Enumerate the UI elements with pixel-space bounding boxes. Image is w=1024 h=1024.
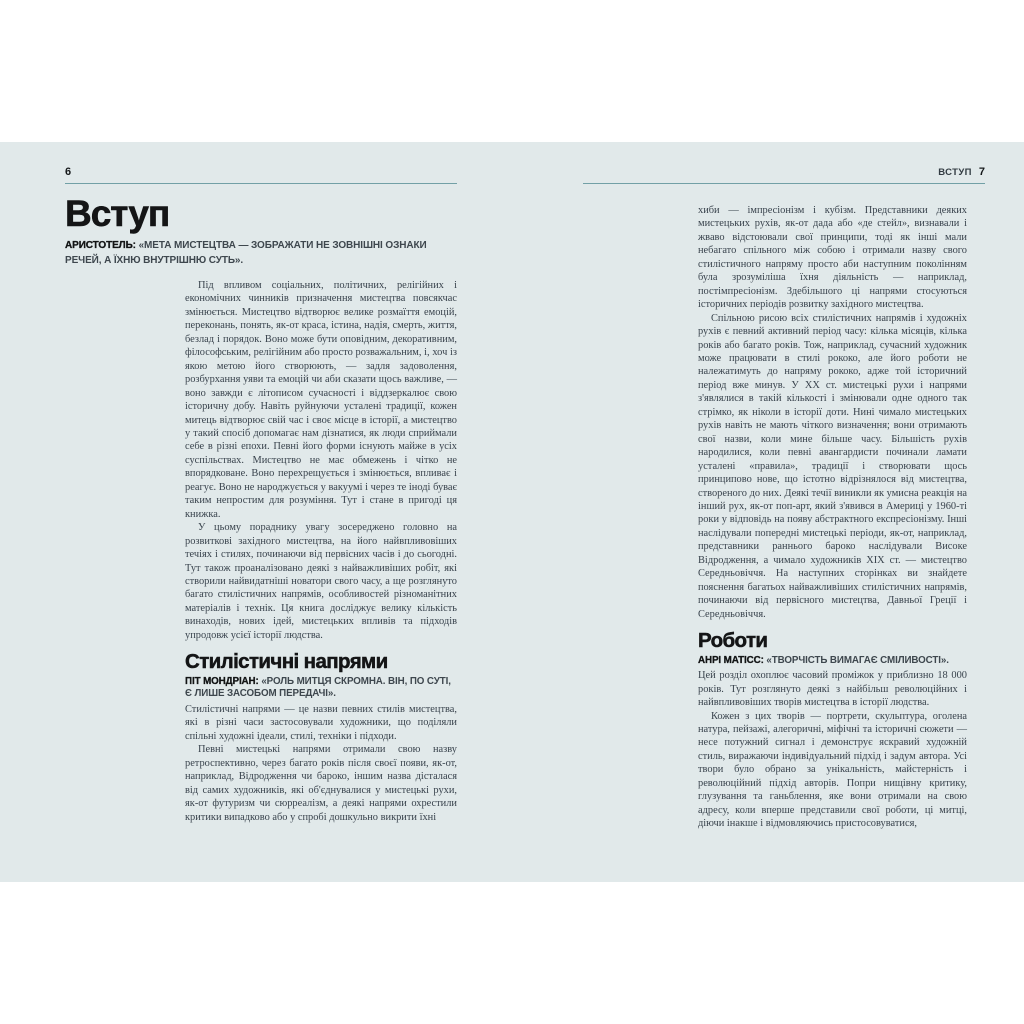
left-header-rule (65, 183, 457, 184)
page-left (65, 166, 457, 824)
paragraph: хиби — імпресіонізм і кубізм. Представники деяких мистецьких рухів, як-от дада або «де стейл», визнавали і жваво відстоювали свої принципи, тоді як інші мали небагато спільного між собою і отримали назву свого стилістичного напряму просто аби наступним поколінням була зрозуміліша їхня діяльність — наприклад, постімпресіонізм. Здебільшого ці напрями стосуються історичних періодів розвитку західного мистецтва. (698, 205, 967, 311)
section-heading-works: Роботи (698, 629, 768, 653)
spread-background (0, 142, 1024, 882)
paragraph: У цьому пораднику увагу зосереджено головно на розвиткові західного мистецтва, на його найвпливовіших течіях і стилях, починаючи від первісних часів і до сьогодні. Тут також проаналізовано деякі з найважливіших робіт, які створили найвидатніші новатори свого часу, а ще розглянуто багато стилістичних напрямів, особливостей різноманітних матеріалів і технік. Ця книга досліджує велику кількість винаходів, нових ідей, мистецьких впливів та підходів упродовж усієї історії людства. (185, 522, 457, 641)
section-epigraph (185, 676, 457, 701)
left-body-column (185, 279, 457, 824)
page-right (583, 166, 985, 831)
running-head: ВСТУП (938, 167, 972, 178)
right-page-header (583, 166, 985, 178)
epigraph-author: ПІТ МОНДРІАН: (185, 675, 259, 687)
section-heading-styles: Стилістичні напрями (185, 650, 388, 674)
paragraph: Спільною рисою всіх стилістичних напрямів і художніх рухів є певний активний період часу: кілька місяців, кілька років або багато років. Тож, наприклад, сучасний художник може працювати в стилі рококо, але його роботи не належатимуть до напряму рококо, адже той історичний період вже минув. У XX ст. мистецькі рухи і напрями з'являлися в такій кількості і змінювали одне одного так стрімко, як ніколи в історії доти. Нині чимало мистецьких рухів навіть не мають чіткого визначення; вони отримають свої назви, коли мине більше часу. Більшість рухів народилися, коли певні авангардисти починали ламати усталені «правила», традиції і створювати щось принципово нове, що істотно відрізнялося від мистецтва, створеного до них. Деякі течії виникли як умисна реакція на інший рух, як-от поп-арт, який з'явився в Америці у 1960-ті роки у відповідь на появу абстрактного експресіонізму. Інші наслідували попередні мистецькі періоди, як-от, наприклад, представники раннього бароко наслідували Високе Відродження, а чимало художників XIX ст. — мистецтво Середньовіччя. На наступних сторінках ви знайдете пояснення багатьох найважливіших стилістичних напрямів, починаючи від первісного мистецтва, Давньої Греції і Середньовіччя. (698, 312, 967, 620)
epigraph-quote: «РОЛЬ МИТЦЯ СКРОМНА. ВІН, ПО СУТІ, Є ЛИШЕ ЗАСОБОМ ПЕРЕДАЧІ». (185, 675, 451, 700)
chapter-title: Вступ (65, 193, 170, 234)
paragraph: Стилістичні напрями — це назви певних стилів мистецтва, які в різні часи застосовували художники, що поділяли спільні художні ідеали, стилі, техніки і підходи. (185, 703, 457, 742)
epigraph-author: АРИСТОТЕЛЬ: (65, 240, 136, 251)
left-page-number: 6 (65, 166, 72, 178)
chapter-epigraph (65, 239, 457, 268)
epigraph-author: АНРІ МАТІСС: (698, 654, 764, 666)
left-page-header (65, 166, 457, 178)
section-epigraph (698, 655, 967, 668)
right-body-column (698, 204, 967, 831)
paragraph: Кожен з цих творів — портрети, скульптура, оголена натура, пейзажі, алегоричні, міфічні та історичні сюжети — несе потужний сигнал і демонструє яскравий художній стиль, виражаючи індивідуальний підхід і задум автора. Усі твори було обрано за унікальність, майстерність і революційний підхід авторів. Попри нищівну критику, глузування та ганьблення, яке вони отримали на свою адресу, коли вперше представили свої роботи, ці митці, діючи інакше і відмовляючись пристосовуватися, (698, 710, 967, 830)
right-header-rule (583, 183, 985, 184)
paragraph: Певні мистецькі напрями отримали свою назву ретроспективно, через багато років після своєї появи, як-от, наприклад, Відродження чи бароко, іншим назва дісталася від самих художників, які об'єднувалися у мистецькі рухи, як-от футуризм чи сюрреалізм, а деякі напрями охрестили критики випадково або у спробі дошкульно викрити їхні (185, 744, 457, 823)
right-page-number: 7 (978, 166, 985, 178)
paragraph: Цей розділ охоплює часовий проміжок у приблизно 18 000 років. Тут розглянуто деякі з найбільш революційних і найвпливовіших творів мистецтва в історії людства. (698, 670, 967, 709)
epigraph-quote: «МЕТА МИСТЕЦТВА — ЗОБРАЖАТИ НЕ ЗОВНІШНІ ОЗНАКИ РЕЧЕЙ, А ЇХНЮ ВНУТРІШНЮ СУТЬ». (65, 240, 427, 266)
epigraph-quote: «ТВОРЧІСТЬ ВИМАГАЄ СМІЛИВОСТІ». (766, 654, 949, 666)
paragraph: Під впливом соціальних, політичних, релігійних і економічних чинників призначення мистецтва повсякчас змінюється. Мистецтво відтворює велике розмаїття емоцій, переконань, понять, як-от краса, істина, надія, смерть, життя, безлад і порядок. Воно може бути оповідним, декоративним, філософським, релігійним або просто розважальним, і, хоч із якою метою його створюють, — задля задоволення, розбурхання уяви та емоцій чи аби сказати щось важливе, — воно завжди є літописом сучасності і віддзеркалює свою історичну добу. Навіть руйнуючи усталені традиції, кожен митець відтворює свій час і своє місце в історії, а мистецтво у такий спосіб допомагає нам дізнатися, як люди сприймали себе в різні епохи. Певні його форми існують майже в усіх суспільствах. Мистецтво не має обмежень і чітко не впорядковане. Воно перехрещується і змінюється, впливає і реагує. Воно не народжується у вакуумі і через те іноді буває таким непростим для розуміння. Тут і стане в пригоді ця книжка. (185, 280, 457, 520)
